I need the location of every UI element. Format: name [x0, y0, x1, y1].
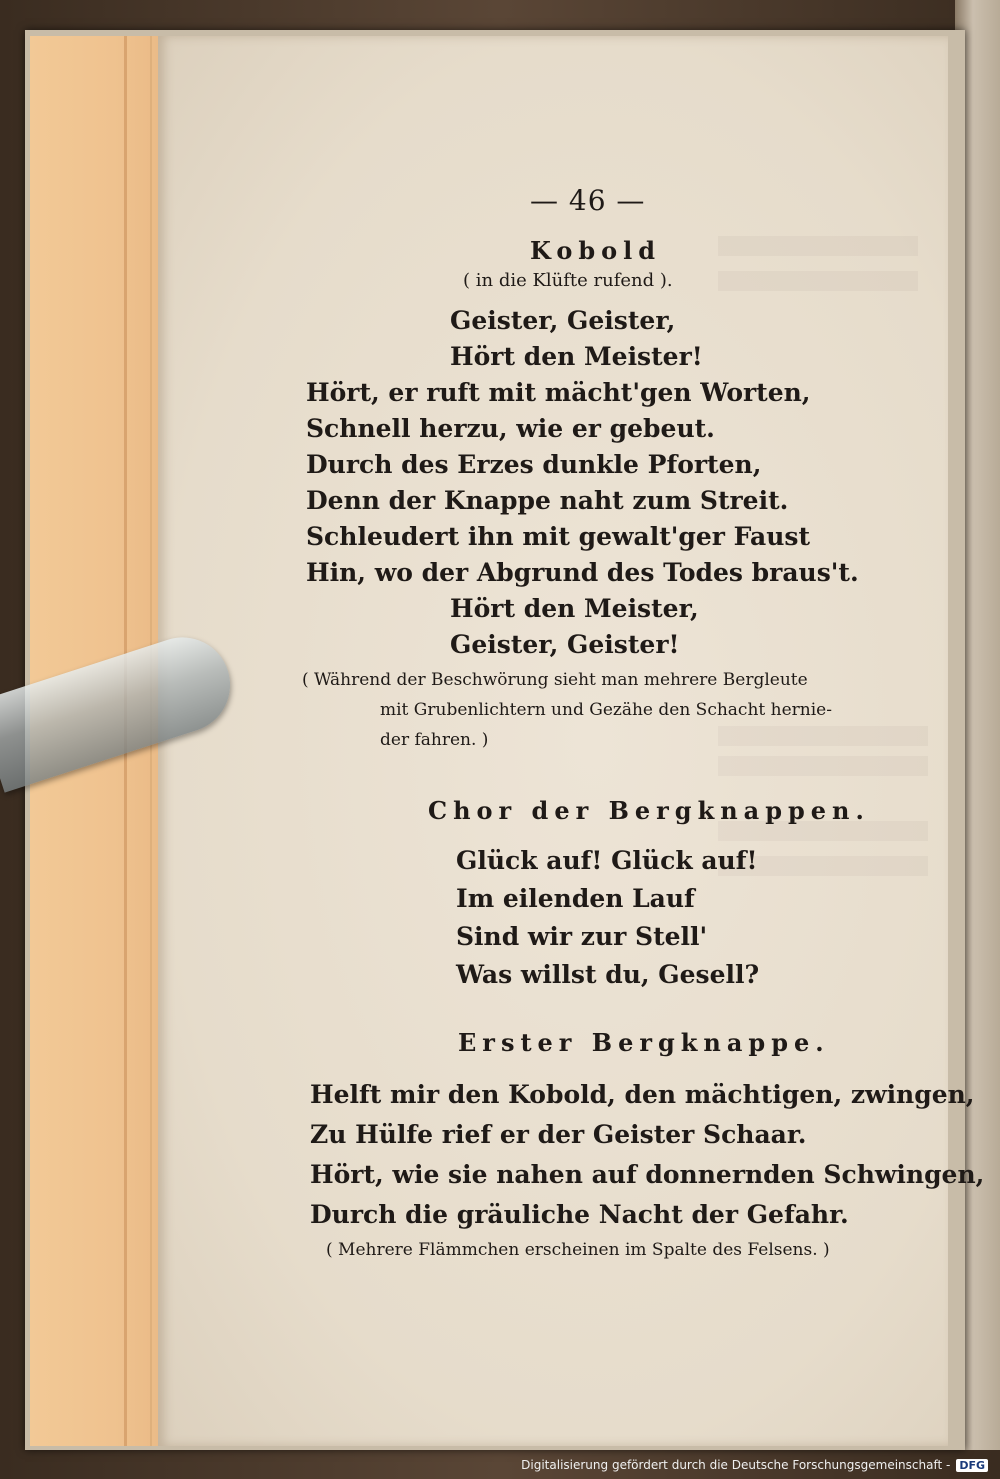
verse-line: Geister, Geister, — [450, 306, 676, 335]
verse-line: Was willst du, Gesell? — [456, 960, 760, 989]
verse-line: Hört den Meister, — [450, 594, 699, 623]
show-through — [718, 726, 928, 746]
footer-text: Digitalisierung gefördert durch die Deutsche Forschungsgemeinschaft - — [521, 1458, 951, 1472]
stage-direction-line: der fahren. ) — [380, 730, 489, 750]
verse-line: Hört, wie sie nahen auf donnernden Schwingen, — [310, 1160, 985, 1189]
verse-line: Sind wir zur Stell' — [456, 922, 708, 951]
show-through — [718, 756, 928, 776]
verse-line: Geister, Geister! — [450, 630, 680, 659]
speaker-heading-kobold: Kobold — [530, 236, 662, 265]
show-through — [718, 271, 918, 291]
verse-line: Hin, wo der Abgrund des Todes braus't. — [306, 558, 859, 587]
book-page — [158, 36, 985, 1446]
speaker-heading-chor: Chor der Bergknappen. — [428, 796, 870, 825]
verse-line: Denn der Knappe naht zum Streit. — [306, 486, 789, 515]
stage-direction-line: mit Grubenlichtern und Gezähe den Schacht hernie- — [380, 700, 832, 720]
verse-line: Schleudert ihn mit gewalt'ger Faust — [306, 522, 811, 551]
speaker-heading-erster: Erster Bergknappe. — [458, 1028, 830, 1057]
verse-line: Zu Hülfe rief er der Geister Schaar. — [310, 1120, 807, 1149]
verse-line: Im eilenden Lauf — [456, 884, 695, 913]
verse-line: Durch die gräuliche Nacht der Gefahr. — [310, 1200, 849, 1229]
verse-line: Helft mir den Kobold, den mächtigen, zwingen, — [310, 1080, 975, 1109]
verse-line: Hört, er ruft mit mächt'gen Worten, — [306, 378, 811, 407]
verse-line: Durch des Erzes dunkle Pforten, — [306, 450, 762, 479]
verse-line: Schnell herzu, wie er gebeut. — [306, 414, 715, 443]
dfg-logo: DFG — [956, 1459, 988, 1472]
verse-line: Hört den Meister! — [450, 342, 703, 371]
stage-direction-line: ( Während der Beschwörung sieht man mehrere Bergleute — [302, 670, 808, 690]
verse-line: Glück auf! Glück auf! — [456, 846, 758, 875]
stage-direction: ( Mehrere Flämmchen erscheinen im Spalte des Felsens. ) — [326, 1240, 830, 1260]
stage-direction: ( in die Klüfte rufend ). — [463, 270, 673, 291]
page-number: — 46 — — [530, 184, 646, 217]
show-through — [718, 236, 918, 256]
digitization-footer — [521, 1455, 988, 1475]
